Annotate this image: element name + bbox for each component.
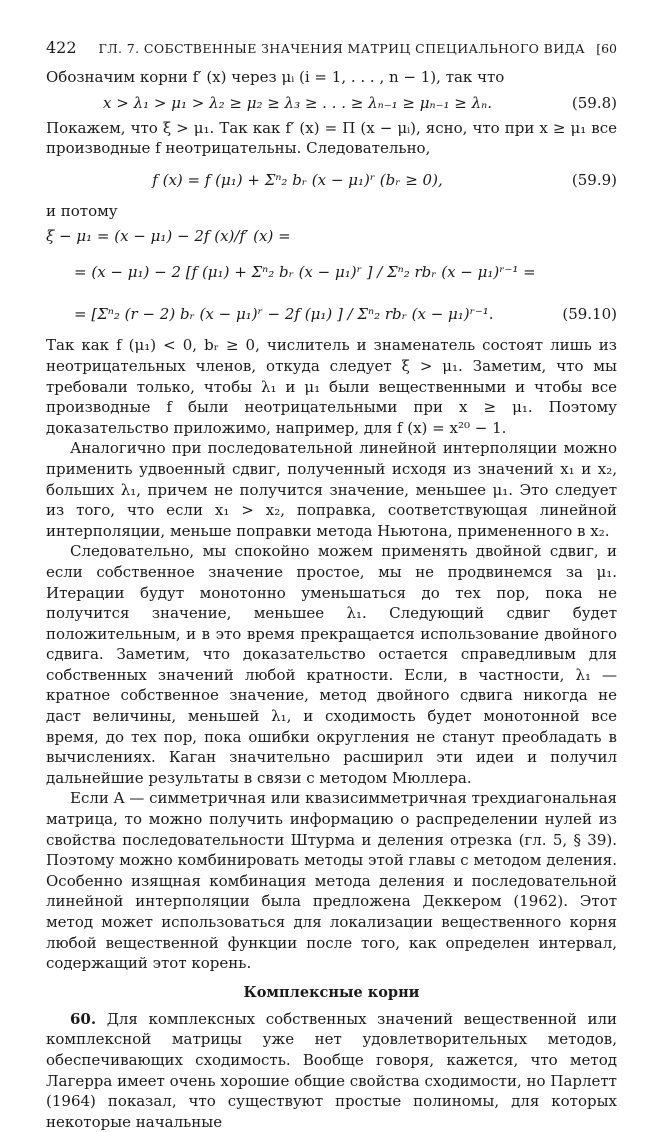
paragraph-therefore: и потому bbox=[46, 201, 118, 220]
equation-59-10-line-2-body: = (x − μ₁) − 2 [f (μ₁) + Σⁿ₂ bᵣ (x − μ₁)ʳ ] / Σⁿ₂ rbᵣ (x − μ₁)ʳ⁻¹ = bbox=[74, 263, 536, 282]
equation-59-8-body: x > λ₁ > μ₁ > λ₂ ≥ μ₂ ≥ λ₃ ≥ . . . ≥ λₙ₋₁ ≥ μₙ₋₁ ≥ λₙ. bbox=[103, 93, 492, 112]
equation-59-10-line-1-body: ξ − μ₁ = (x − μ₁) − 2f (x)/f′ (x) = bbox=[46, 227, 291, 246]
equation-59-10-line-2 bbox=[46, 251, 617, 293]
paragraph-derivatives: Покажем, что ξ > μ₁. Так как f′ (x) = Π (x − μᵢ), ясно, что при x ≥ μ₁ все производные f неотрицательны. Следовательно, bbox=[46, 118, 617, 158]
paragraph-roots-definition: Обозначим корни f′ (x) через μᵢ (i = 1, . . . , n − 1), так что bbox=[46, 68, 505, 86]
section-heading: Комплексные корни bbox=[243, 983, 420, 1001]
paragraph-complex-roots bbox=[46, 1009, 617, 1132]
equation-59-9-body: f (x) = f (μ₁) + Σⁿ₂ bᵣ (x − μ₁)ʳ (bᵣ ≥ 0), bbox=[152, 170, 443, 189]
paragraph-linear-interpolation: Аналогично при последовательной линейной интерполяции можно применить удвоенный сдвиг, полученный исходя из значений x₁ и x₂, больших λ₁, причем не получится значение, меньшее μ₁. Это следует из того, что если x₁ > x₂, поправка, соответствующая линейной интерполяции, меньше поправки метода Ньютона, примененного в x₂. bbox=[46, 439, 617, 540]
equation-59-10-line-1 bbox=[46, 221, 617, 251]
page-number: 422 bbox=[46, 38, 77, 57]
paragraph-complex-roots-text: Для комплексных собственных значений вещественной или комплексной матрицы уже нет удовлетворительных методов, обеспечивающих сходимость. Вообще говоря, кажется, что метод Лагерра имеет очень хорошие общие свойства сходимости, но Парлетт (1964) показал, что существуют простые полиномы, для которых некоторые начальные bbox=[46, 1009, 617, 1131]
running-head bbox=[46, 38, 617, 57]
paragraph-number: 60. bbox=[70, 1009, 97, 1028]
paragraph-double-shift: Следовательно, мы спокойно можем применять двойной сдвиг, и если собственное значение простое, мы не продвинемся за μ₁. Итерации будут монотонно уменьшаться до тех пор, пока не получится значение, меньшее λ₁. Следующий сдвиг будет положительным, и в это время прекращается использование двойного сдвига. Заметим, что доказательство остается справедливым для собственных значений любой кратности. Если, в частности, λ₁ — кратное собственное значение, метод двойного сдвига никогда не даст величины, меньшей λ₁, и сходимость будет монотонной все время, до тех пор, пока ошибки округления не станут преобладать в вычислениях. Каган значительно расширил эти идеи и получил дальнейшие результаты в связи с методом Мюллера. bbox=[46, 542, 617, 787]
equation-59-8 bbox=[46, 88, 617, 118]
equation-59-10-tag: (59.10) bbox=[562, 305, 617, 324]
equation-59-9 bbox=[46, 159, 617, 201]
equation-59-8-tag: (59.8) bbox=[571, 93, 617, 112]
paragraph-proof-conclusion: Так как f (μ₁) < 0, bᵣ ≥ 0, числитель и знаменатель состоят лишь из неотрицательных членов, откуда следует ξ > μ₁. Заметим, что мы требовали только, чтобы λ₁ и μ₁ были вещественными и чтобы все производные f были неотрицательными при x ≥ μ₁. Поэтому доказательство приложимо, например, для f (x) = x²⁰ − 1. bbox=[46, 336, 617, 437]
section-mark: [60 bbox=[596, 41, 617, 56]
equation-59-10-line-3 bbox=[46, 293, 617, 335]
chapter-title: ГЛ. 7. СОБСТВЕННЫЕ ЗНАЧЕНИЯ МАТРИЦ СПЕЦИАЛЬНОГО ВИДА bbox=[98, 41, 585, 56]
equation-59-10-line-3-body: = [Σⁿ₂ (r − 2) bᵣ (x − μ₁)ʳ − 2f (μ₁) ] / Σⁿ₂ rbᵣ (x − μ₁)ʳ⁻¹. bbox=[74, 305, 494, 324]
equation-59-9-tag: (59.9) bbox=[571, 170, 617, 189]
paragraph-sturm-sequence: Если A — симметричная или квазисимметричная трехдиагональная матрица, то можно получить информацию о распределении нулей из свойства последовательности Штурма и деления отрезка (гл. 5, § 39). Поэтому можно комбинировать методы этой главы с методом деления. Особенно изящная комбинация метода деления и последовательной линейной интерполяции была предложена Деккером (1962). Этот метод может использоваться для локализации вещественного корня любой вещественной функции после того, как определен интервал, содержащий этот корень. bbox=[46, 789, 617, 973]
